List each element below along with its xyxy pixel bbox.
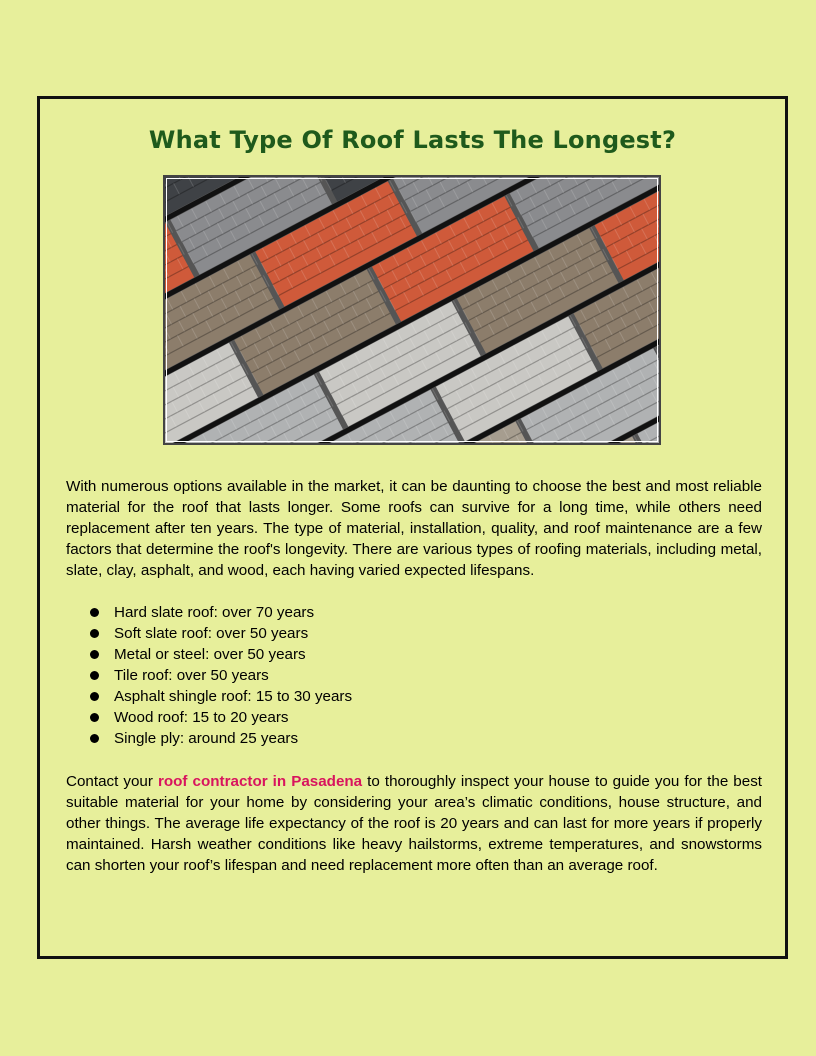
roof-shingle-samples-photo — [165, 177, 659, 443]
closing-text-after: to thoroughly inspect your house to guide you for the best suitable material for your home by considering your area’s climatic conditions, house structure, and other things. The average life expectancy of the roof is 20 years and can last for more years if properly maintained. Harsh weather conditions like heavy hailstorms, extreme temperatures, and snowstorms can shorten your roof’s lifespan and need replacement more often than an average roof. — [66, 773, 763, 874]
lifespan-text: Hard slate roof: over 70 years — [114, 604, 315, 621]
page-title: What Type Of Roof Lasts The Longest? — [148, 126, 677, 154]
lifespan-item — [90, 686, 352, 707]
lifespan-item — [90, 707, 352, 728]
bullet-icon — [90, 629, 99, 638]
closing-text-before: Contact your — [66, 773, 158, 790]
intro-paragraph: With numerous options available in the market, it can be daunting to choose the best and most reliable material for the roof that lasts longer. Some roofs can survive for a long time, while others need replacement after ten years. The type of material, installation, quality, and roof maintenance are a few factors that determine the roof's longevity. There are various types of roofing materials, including metal, slate, clay, asphalt, and wood, each having varied expected lifespans. — [66, 478, 762, 579]
lifespan-item — [90, 644, 352, 665]
bullet-icon — [90, 734, 99, 743]
closing-paragraph — [66, 771, 762, 876]
lifespan-text: Wood roof: 15 to 20 years — [114, 709, 289, 726]
lifespan-text: Asphalt shingle roof: 15 to 30 years — [114, 688, 353, 705]
roof-shingles-image — [163, 175, 661, 445]
lifespan-text: Single ply: around 25 years — [114, 730, 299, 747]
content-frame — [37, 96, 788, 959]
bullet-icon — [90, 713, 99, 722]
bullet-icon — [90, 650, 99, 659]
bullet-icon — [90, 608, 99, 617]
lifespan-text: Soft slate roof: over 50 years — [114, 625, 309, 642]
lifespan-text: Metal or steel: over 50 years — [114, 646, 306, 663]
lifespan-item — [90, 602, 352, 623]
lifespan-text: Tile roof: over 50 years — [114, 667, 269, 684]
bullet-icon — [90, 692, 99, 701]
lifespan-item — [90, 728, 352, 749]
lifespan-item — [90, 665, 352, 686]
lifespan-item — [90, 623, 352, 644]
roof-contractor-link[interactable]: roof contractor in Pasadena — [157, 773, 363, 790]
bullet-icon — [90, 671, 99, 680]
lifespan-list — [90, 602, 352, 749]
